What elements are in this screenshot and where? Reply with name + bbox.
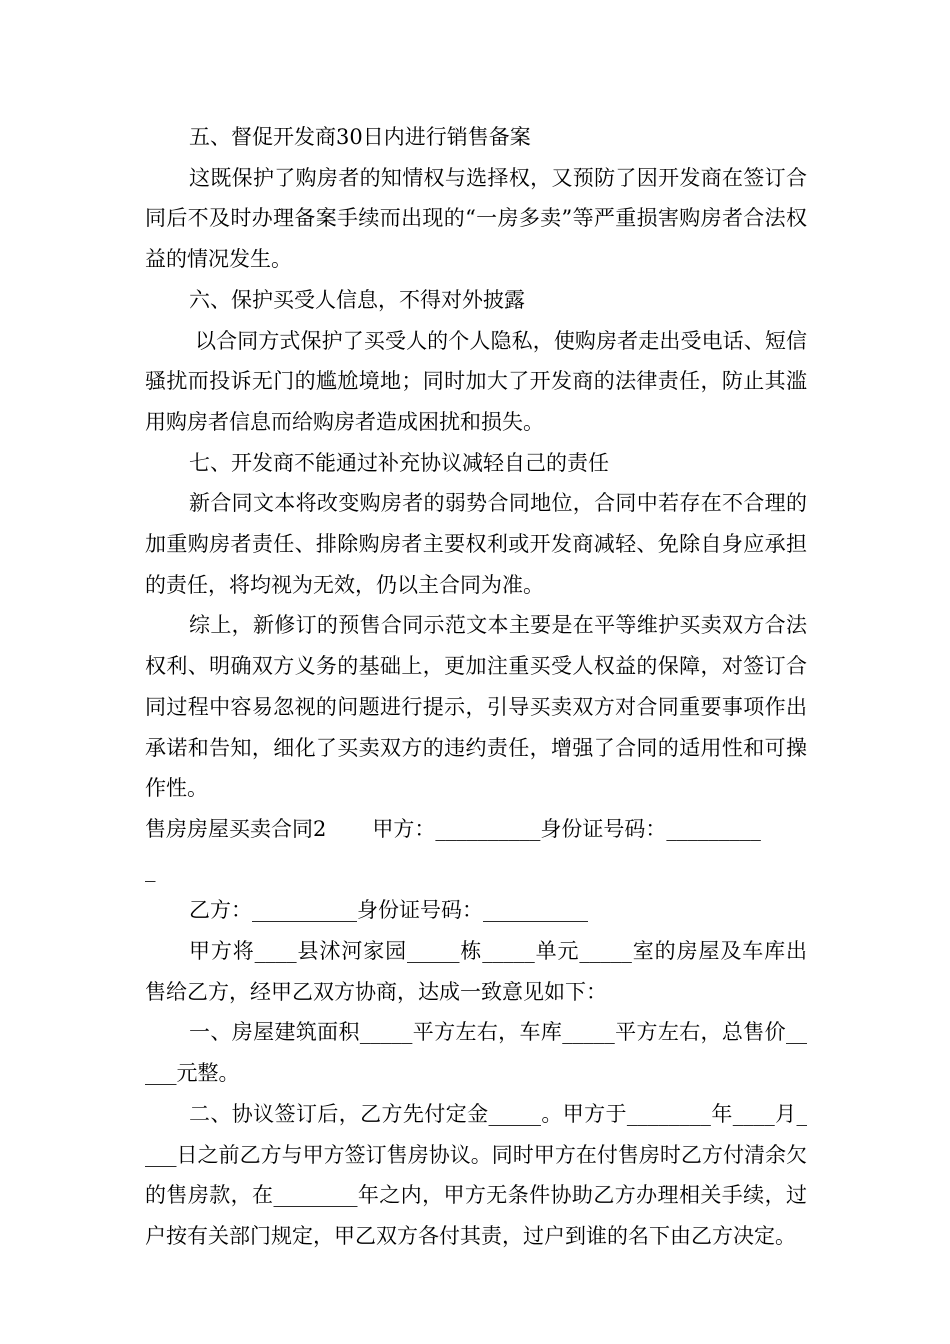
contract-title: 售房房屋买卖合同2 — [145, 816, 327, 841]
heading-buyer-privacy: 六、保护买受人信息，不得对外披露 — [189, 287, 525, 312]
paragraph-summary: 综上，新修订的预售合同示范文本主要是在平等维护买卖双方合法权利、明确双方义务的基础上，更加注重买受人权益的保障，对签订合同过程中容易忽视的问题进行提示，引导买卖双方对合同重要事项作出承诺和告知，细化了买卖双方的违约责任，增强了合同的适用性和可操作性。 — [145, 613, 807, 801]
paragraph-sales-filing: 这既保护了购房者的知情权与选择权，又预防了因开发商在签订合同后不及时办理备案手续而出现的“一房多卖”等严重损害购房者合法权益的情况发生。 — [145, 165, 807, 272]
party-a-continuation: _ — [145, 857, 156, 882]
paragraph-buyer-privacy: 以合同方式保护了买受人的个人隐私，使购房者走出受电话、短信骚扰而投诉无门的尴尬境地；同时加大了开发商的法律责任，防止其滥用购房者信息而给购房者造成困扰和损失。 — [145, 328, 807, 434]
heading-supplementary-agreement: 七、开发商不能通过补充协议减轻自己的责任 — [189, 450, 609, 475]
document-page — [145, 117, 807, 1257]
contract-title-line — [145, 809, 807, 850]
contract-intro-clause: 甲方将____县沭河家园_____栋_____单元_____室的房屋及车库出售给乙方，经甲乙双方协商，达成一致意见如下： — [145, 939, 807, 1004]
party-b-line: 乙方：__________身份证号码：__________ — [189, 898, 588, 923]
heading-sales-filing: 五、督促开发商30日内进行销售备案 — [189, 125, 531, 149]
contract-clause-2: 二、协议签订后，乙方先付定金_____。甲方于________年____月____日之前乙方与甲方签订售房协议。同时甲方在付售房时乙方付清余欠的售房款，在________年之内，甲方无条件协助乙方办理相关手续，过户按有关部门规定，甲乙双方各付其责，过户到谁的名下由乙方决定。 — [145, 1101, 807, 1248]
contract-clause-1: 一、房屋建筑面积_____平方左右，车库_____平方左右，总售价_____元整。 — [145, 1020, 807, 1086]
paragraph-supplementary-agreement: 新合同文本将改变购房者的弱势合同地位，合同中若存在不合理的加重购房者责任、排除购房者主要权利或开发商减轻、免除自身应承担的责任，将均视为无效，仍以主合同为准。 — [145, 491, 807, 597]
party-a-line: 甲方：__________身份证号码：_________ — [372, 816, 761, 841]
